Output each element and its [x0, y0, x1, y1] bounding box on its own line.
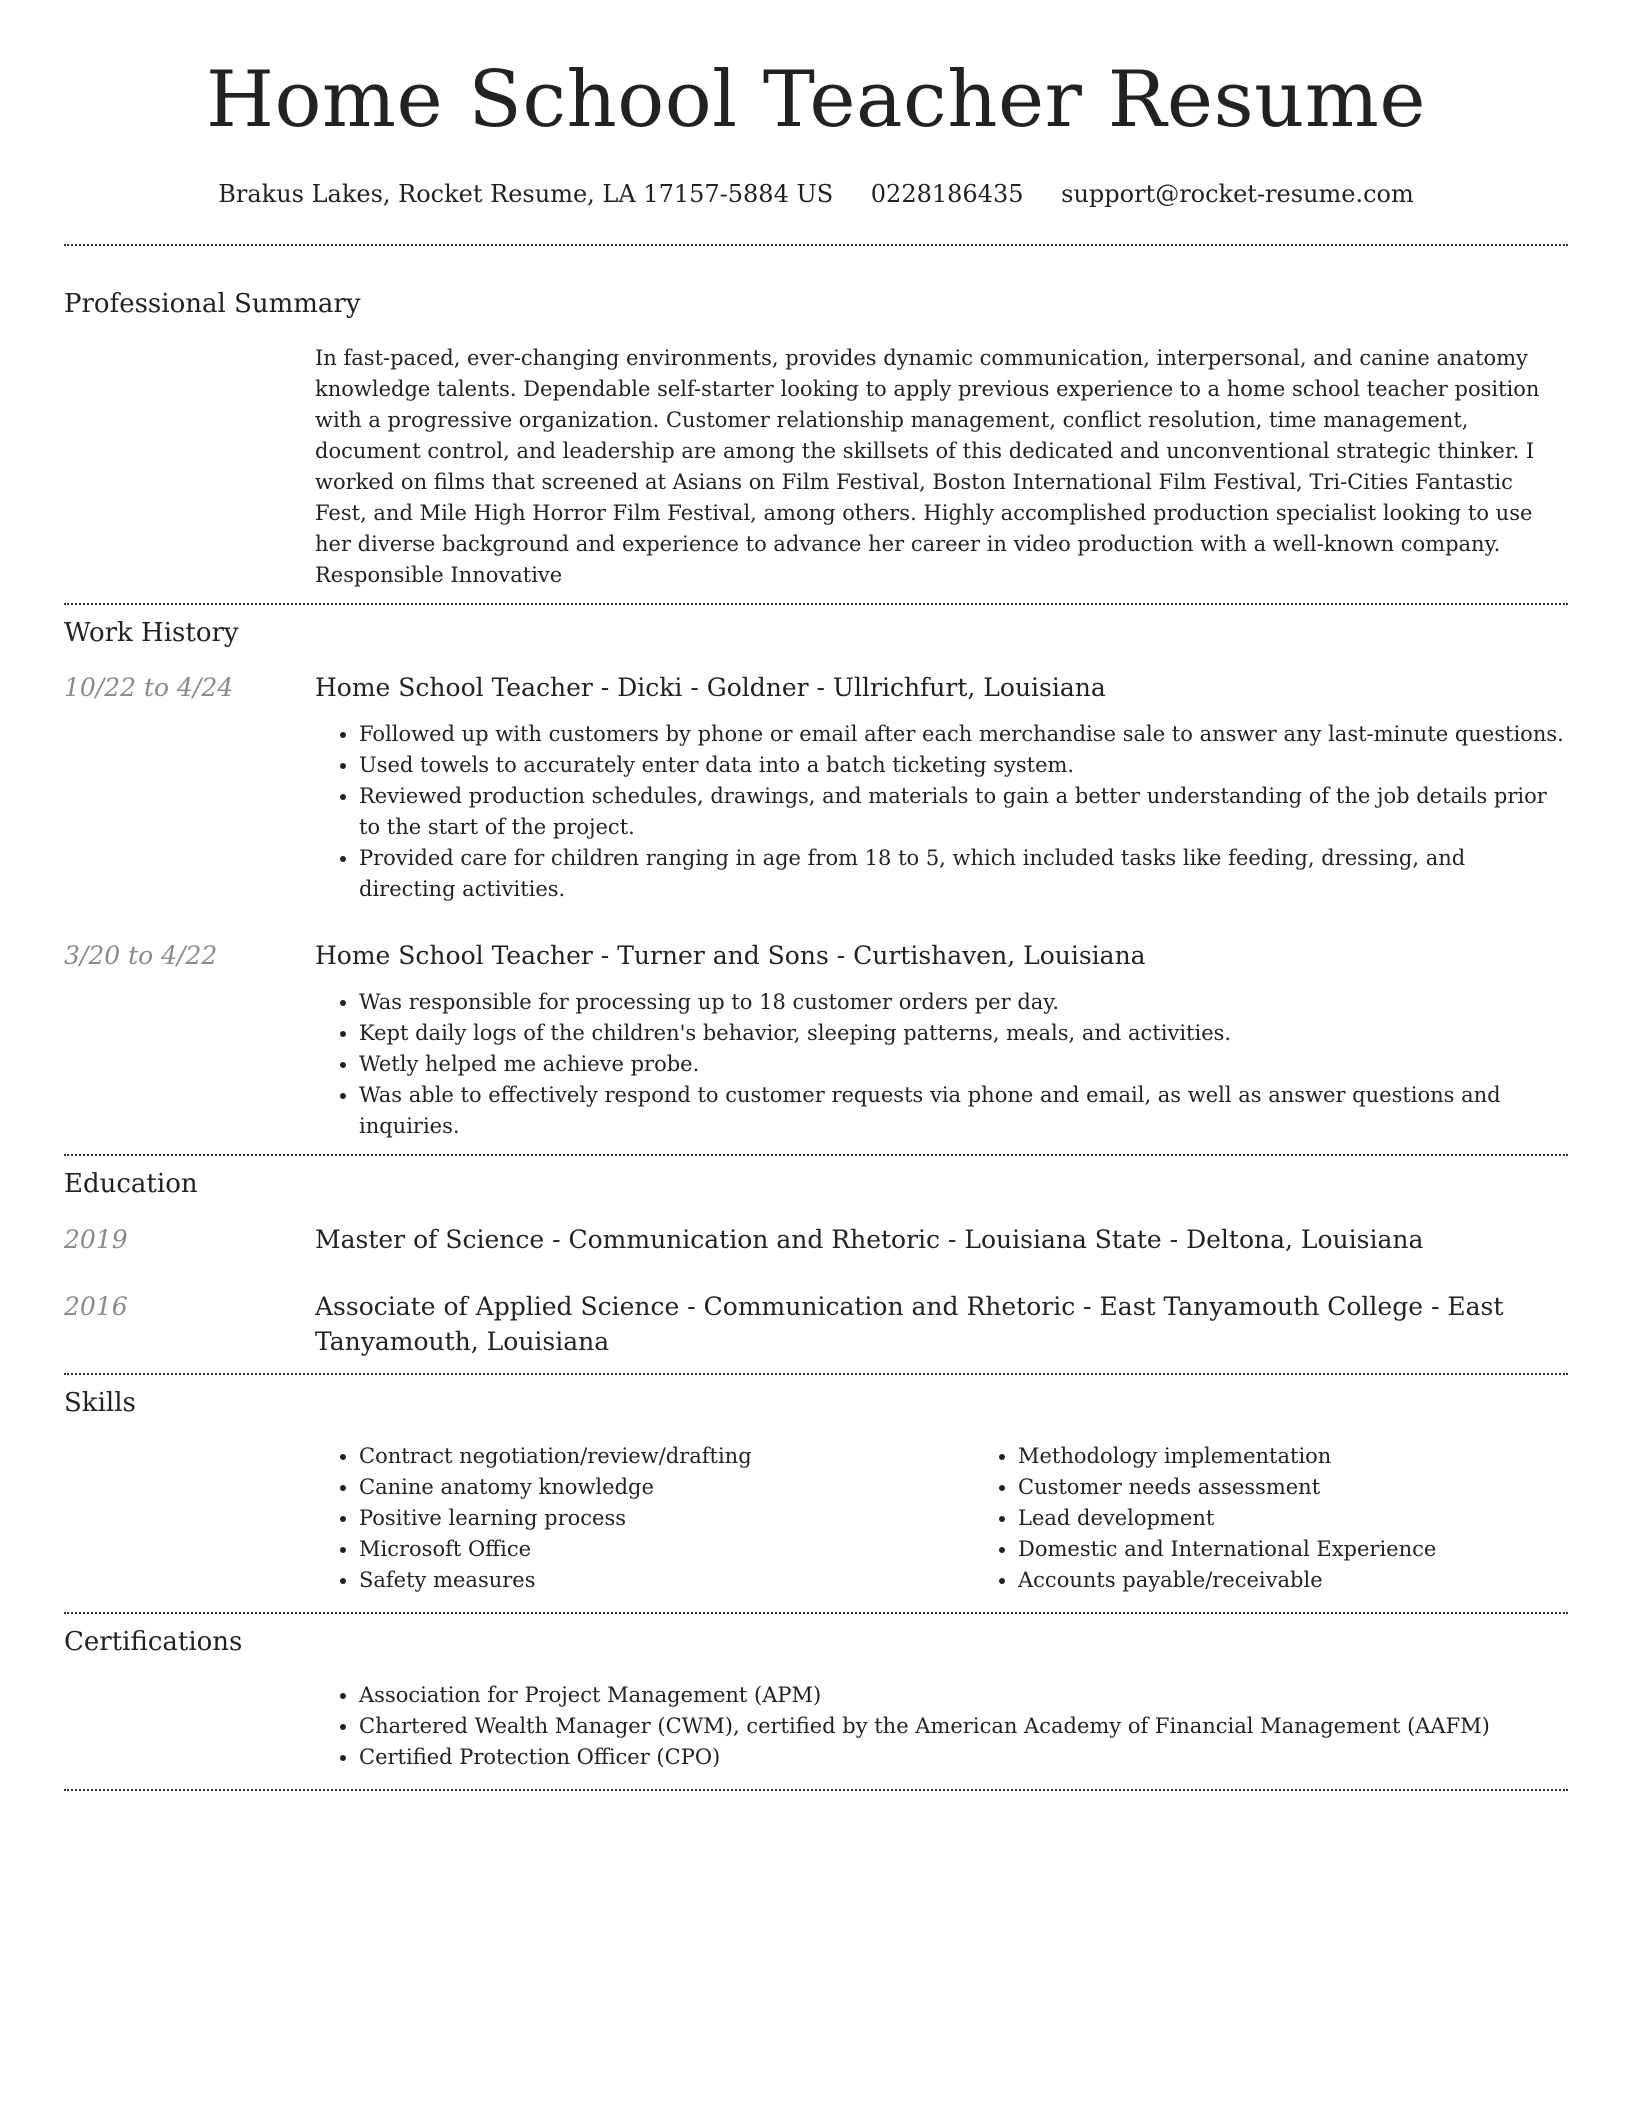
list-item: • Domestic and International Experience — [1018, 1534, 1632, 1565]
divider — [64, 244, 1568, 246]
education-text: Master of Science - Communication and Rhetoric - Louisiana State - Deltona, Louisiana — [315, 1225, 1424, 1254]
list-item: • Chartered Wealth Manager (CWM), certified by the American Academy of Financial Management (AAFM) — [359, 1711, 1568, 1742]
list-item: • Wetly helped me achieve probe. — [359, 1049, 1568, 1080]
summary-body — [315, 343, 1568, 591]
certifications-section — [64, 1624, 1568, 1773]
list-item: • Contract negotiation/review/drafting — [359, 1441, 974, 1472]
job-heading: Home School Teacher - Turner and Sons - Curtishaven, Louisiana — [315, 941, 1146, 970]
resume-title: Home School Teacher Resume — [206, 55, 1426, 145]
list-item: • Canine anatomy knowledge — [359, 1472, 974, 1503]
list-item: • Kept daily logs of the children's behavior, sleeping patterns, meals, and activities. — [359, 1018, 1568, 1049]
list-item: • Methodology implementation — [1018, 1441, 1632, 1472]
list-item: • Accounts payable/receivable — [1018, 1565, 1632, 1596]
divider — [64, 1373, 1568, 1375]
skills-row — [64, 1441, 1568, 1596]
list-item: • Microsoft Office — [359, 1534, 974, 1565]
list-item: • Used towels to accurately enter data into a batch ticketing system. — [359, 750, 1568, 781]
contact-line — [64, 178, 1568, 210]
divider — [64, 603, 1568, 605]
job-heading: Home School Teacher - Dicki - Goldner - Ullrichfurt, Louisiana — [315, 673, 1106, 702]
skills-list-col2 — [974, 1441, 1632, 1596]
job-entry — [64, 671, 1568, 905]
education-entry — [64, 1289, 1568, 1359]
job-body — [315, 671, 1568, 905]
skills-list-col1 — [315, 1441, 974, 1596]
education-heading: Education — [64, 1169, 198, 1199]
certifications-row — [64, 1680, 1568, 1773]
summary-heading: Professional Summary — [64, 289, 361, 319]
skills-section — [64, 1385, 1568, 1596]
list-item: • Certified Protection Officer (CPO) — [359, 1742, 1568, 1773]
education-section — [64, 1166, 1568, 1359]
certifications-list — [315, 1680, 1568, 1773]
education-entry — [64, 1222, 1568, 1257]
certifications-heading: Certifications — [64, 1627, 243, 1657]
divider — [64, 1154, 1568, 1156]
job-entry — [64, 939, 1568, 1142]
certifications-body — [315, 1680, 1568, 1773]
divider — [64, 1789, 1568, 1791]
summary-text: In fast-paced, ever-changing environments, provides dynamic communication, interpersonal, and canine anatomy knowledge talents. Dependable self-starter looking to apply previous experience to a home school teacher position with a progressive organization. Customer relationship management, conflict resolution, time management, document control, and leadership are among the skillsets of this dedicated and unconventional strategic thinker. I worked on films that screened at Asians on Film Festival, Boston International Film Festival, Tri-Cities Fantastic Fest, and Mile High Horror Film Festival, among others. Highly accomplished production specialist looking to use her diverse background and experience to advance her career in video production with a well-known company. Responsible Innovative — [315, 346, 1540, 587]
job-bullets — [315, 719, 1568, 905]
list-item: • Followed up with customers by phone or email after each merchandise sale to answer any last-minute questions. — [359, 719, 1568, 750]
contact-phone: 0228186435 — [870, 180, 1024, 208]
list-item: • Association for Project Management (APM) — [359, 1680, 1568, 1711]
list-item: • Was responsible for processing up to 18 customer orders per day. — [359, 987, 1568, 1018]
contact-address: Brakus Lakes, Rocket Resume, LA 17157-5884 US — [218, 180, 834, 208]
summary-row — [64, 343, 1568, 591]
job-body — [315, 939, 1568, 1142]
work-section — [64, 615, 1568, 1142]
list-item: • Was able to effectively respond to customer requests via phone and email, as well as answer questions and inquiries. — [359, 1080, 1568, 1142]
job-dates: 3/20 to 4/22 — [64, 941, 218, 970]
list-item: • Reviewed production schedules, drawings, and materials to gain a better understanding of the job details prior to the start of the project. — [359, 781, 1568, 843]
divider — [64, 1612, 1568, 1614]
education-year: 2016 — [64, 1292, 128, 1321]
list-item: • Positive learning process — [359, 1503, 974, 1534]
list-item: • Lead development — [1018, 1503, 1632, 1534]
skills-columns — [315, 1441, 1632, 1596]
education-text: Associate of Applied Science - Communication and Rhetoric - East Tanyamouth College - East Tanyamouth, Louisiana — [315, 1292, 1504, 1356]
list-item: • Customer needs assessment — [1018, 1472, 1632, 1503]
contact-email: support@rocket-resume.com — [1061, 180, 1414, 208]
list-item: • Safety measures — [359, 1565, 974, 1596]
education-year: 2019 — [64, 1225, 128, 1254]
job-dates: 10/22 to 4/24 — [64, 673, 234, 702]
job-bullets — [315, 987, 1568, 1142]
skills-heading: Skills — [64, 1388, 136, 1418]
work-heading: Work History — [64, 618, 239, 648]
list-item: • Provided care for children ranging in age from 18 to 5, which included tasks like feeding, dressing, and directing activities. — [359, 843, 1568, 905]
summary-section — [64, 289, 1568, 591]
